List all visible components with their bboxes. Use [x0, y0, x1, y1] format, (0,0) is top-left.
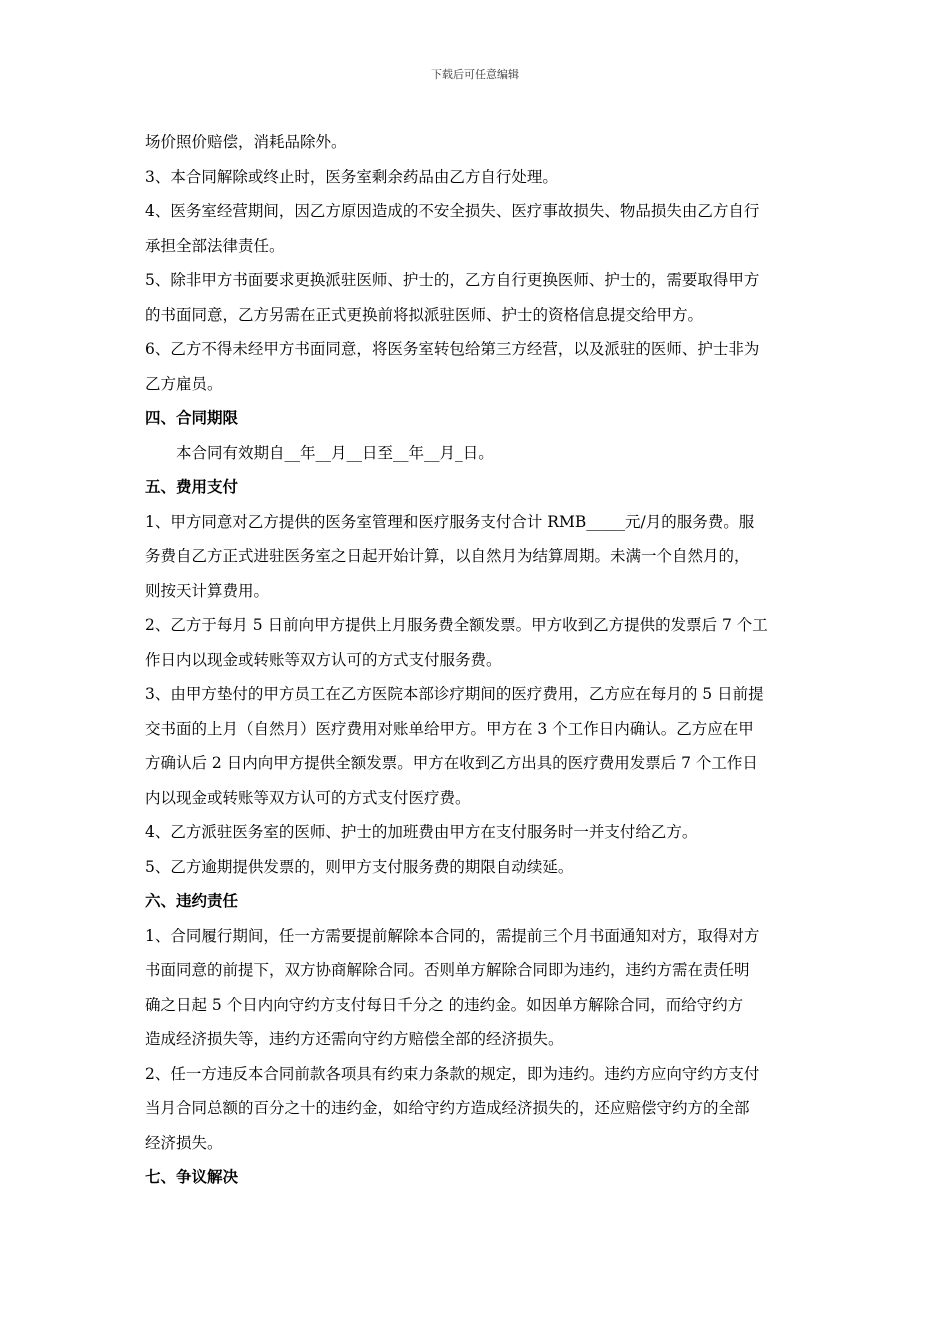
- text-line: 务费自乙方正式进驻医务室之日起开始计算，以自然月为结算周期。未满一个自然月的，: [145, 547, 750, 565]
- section-heading: 四、合同期限: [145, 408, 239, 427]
- contract-body: [145, 125, 807, 1195]
- text-line: 乙方雇员。: [145, 374, 223, 393]
- text-line: 3、由甲方垫付的甲方员工在乙方医院本部诊疗期间的医疗费用，乙方应在每月的 5 日前提: [145, 685, 764, 703]
- section-heading: 五、费用支付: [145, 477, 239, 496]
- text-line: 5、除非甲方书面要求更换派驻医师、护士的，乙方自行更换医师、护士的，需要取得甲方: [145, 271, 760, 289]
- text-line: 则按天计算费用。: [145, 581, 270, 600]
- section-heading: 七、争议解决: [145, 1167, 239, 1186]
- text-line: 内以现金或转账等双方认可的方式支付医疗费。: [145, 788, 471, 807]
- text-line: 2、任一方违反本合同前款各项具有约束力条款的规定，即为违约。违约方应向守约方支付: [145, 1064, 760, 1083]
- text-line: 1、甲方同意对乙方提供的医务室管理和医疗服务支付合计 RMB_____元/月的服务费。服: [145, 512, 755, 531]
- text-line: 书面同意的前提下，双方协商解除合同。否则单方解除合同即为违约，违约方需在责任明: [145, 961, 750, 979]
- text-line: 4、医务室经营期间，因乙方原因造成的不安全损失、医疗事故损失、物品损失由乙方自行: [145, 202, 760, 220]
- page-header: 下载后可任意编辑: [431, 68, 519, 81]
- section-heading: 六、违约责任: [145, 891, 239, 910]
- text-line: 5、乙方逾期提供发票的，则甲方支付服务费的期限自动续延。: [145, 857, 574, 876]
- text-line: 本合同有效期自__年__月__日至__年__月_日。: [176, 443, 494, 462]
- text-line: 的书面同意，乙方另需在正式更换前将拟派驻医师、护士的资格信息提交给甲方。: [145, 305, 704, 324]
- text-line: 承担全部法律责任。: [145, 236, 285, 255]
- text-line: 2、乙方于每月 5 日前向甲方提供上月服务费全额发票。甲方收到乙方提供的发票后 7 个工: [145, 616, 768, 634]
- text-line: 造成经济损失等，违约方还需向守约方赔偿全部的经济损失。: [145, 1030, 564, 1048]
- text-line: 3、本合同解除或终止时，医务室剩余药品由乙方自行处理。: [145, 167, 558, 186]
- text-line: 场价照价赔偿，消耗品除外。: [145, 133, 347, 151]
- text-line: 当月合同总额的百分之十的违约金，如给守约方造成经济损失的，还应赔偿守约方的全部: [145, 1099, 750, 1117]
- text-line: 4、乙方派驻医务室的医师、护士的加班费由甲方在支付服务时一并支付给乙方。: [145, 823, 698, 841]
- text-line: 作日内以现金或转账等双方认可的方式支付服务费。: [145, 650, 502, 669]
- text-line: 6、乙方不得未经甲方书面同意，将医务室转包给第三方经营，以及派驻的医师、护士非为: [145, 340, 760, 358]
- text-line: 经济损失。: [145, 1133, 223, 1152]
- text-line: 确之日起 5 个日内向守约方支付每日千分之 的违约金。如因单方解除合同，而给守约方: [145, 995, 744, 1014]
- text-line: 方确认后 2 日内向甲方提供全额发票。甲方在收到乙方出具的医疗费用发票后 7 个工作日: [145, 754, 758, 772]
- text-line: 交书面的上月（自然月）医疗费用对账单给甲方。甲方在 3 个工作日内确认。乙方应在甲: [145, 719, 754, 738]
- text-line: 1、合同履行期间，任一方需要提前解除本合同的，需提前三个月书面通知对方，取得对方: [145, 926, 760, 945]
